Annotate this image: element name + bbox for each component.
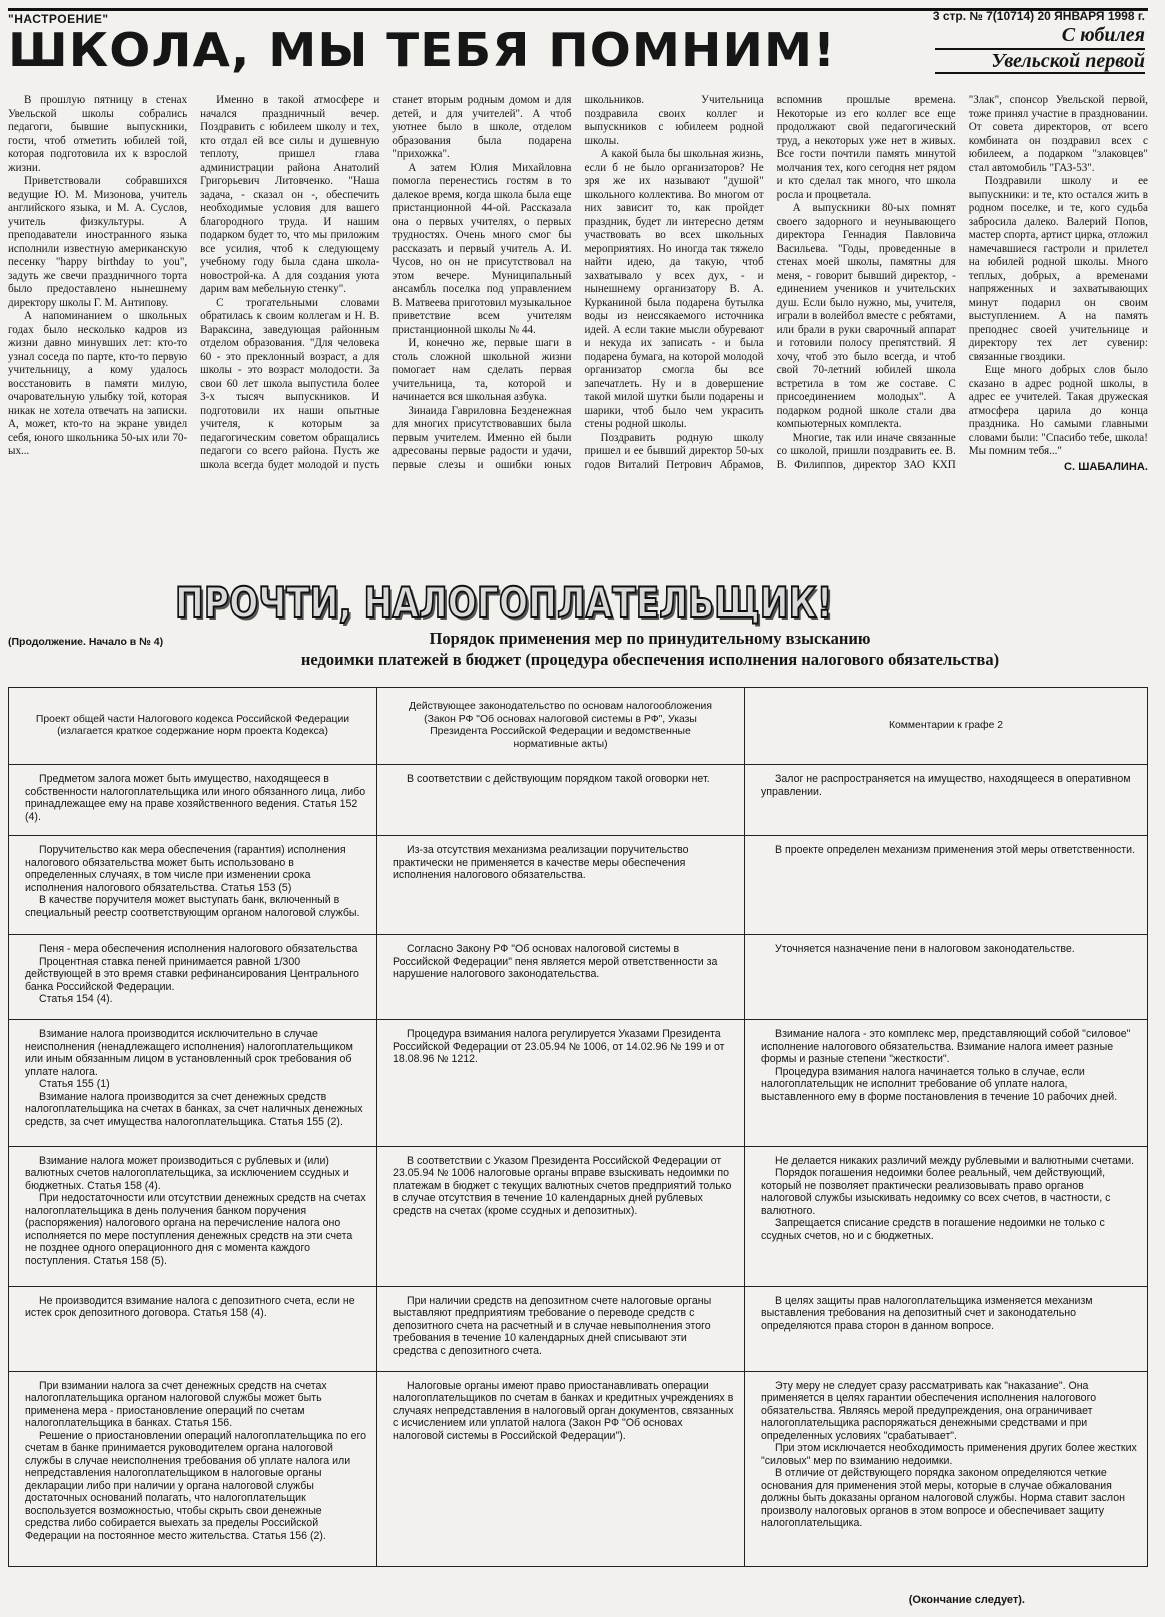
article-paragraph: А какой была бы школьная жизнь, если б не было организаторов? Не зря же их называют "душой" школьного коллектива. Во многом от них зависит то, как пройдет праздник, будет ли интересно детям участвовать во всех школьных мероприятиях. Но иногда так тяжело найти идею, да такую, чтоб захватывало у всех дух, - и нынешнему организатору В. А. Курканиной была подарена бутылка воды из неиссякаемого источника идей. А если такие мысли обуревают и некуда их записать - и была подарена бумага, на которой молодой организатор смогла бы все запечатлеть. Ну и в довершение такой милой шутки были подарены и шарики, чтоб было чем украсить стены родной школы. bbox=[584, 148, 764, 430]
cell-paragraph: В соответствии с Указом Президента Российской Федерации от 23.05.94 № 1006 налоговые органы вправе взыскивать недоимки по платежам в бюджет с текущих валютных счетов предприятий только в случае отсутствия в течение 10 календарных дней рублевых средств на счетах (кроме ссудных и депозитных). bbox=[393, 1154, 732, 1217]
table-row bbox=[9, 1286, 1148, 1371]
paper-name: "НАСТРОЕНИЕ" bbox=[8, 12, 109, 26]
jubilee-rubric bbox=[935, 24, 1145, 74]
table-row bbox=[9, 1020, 1148, 1146]
article-paragraph: И, конечно же, первые шаги в столь сложной школьной жизни помогает нам сделать первая учительница, та, которой и начинается вся школьная азбука. bbox=[392, 337, 572, 403]
cell-paragraph: Пеня - мера обеспечения исполнения налогового обязательства bbox=[39, 943, 358, 956]
cell-paragraph: Из-за отсутствия механизма реализации поручительство практически не применяется в качестве меры обеспечения исполнения налогового обязательства. bbox=[393, 844, 689, 882]
cell-paragraph: Залог не распространяется на имущество, находящееся в оперативном управлении. bbox=[761, 773, 1131, 798]
table-subtitle bbox=[150, 628, 1150, 670]
table-cell-c1 bbox=[9, 1371, 377, 1566]
cell-paragraph: При взимании налога за счет денежных средств на счетах налогоплательщика органом налоговой службы может быть применена мера - приостановление операций по счетам налогоплательщика в банках. Статья 156. bbox=[25, 1379, 327, 1430]
cell-paragraph: Порядок погашения недоимки более реальный, чем действующий, который не позволяет практически реализовывать право органов налоговой службы изыскивать недоимку со всех счетов, в частности, с валютного. bbox=[761, 1167, 1111, 1217]
table-cell-c2 bbox=[377, 1286, 745, 1371]
table-cell-c2 bbox=[377, 1371, 745, 1566]
cell-paragraph: Не делается никаких различий между рублевыми и валютными счетами. bbox=[775, 1154, 1135, 1167]
table-cell-c1 bbox=[9, 836, 377, 935]
article-paragraph: Приветствовали собравшихся ведущие Ю. М. Мизонова, учитель английского языка, и М. А. Суслов, учитель физкультуры. А преподаватели иностранного языка исполнили известную американскую песенку "happy birthday to you", задуть же свечи праздничного торта было предоставлено нынешнему директору школы Г. М. Антипову. bbox=[8, 175, 188, 309]
column-header-current-law: Действующее законодательство по основам налогообложения (Закон РФ "Об основах налоговой системы в РФ", Указы Президента Российской Федерации и ведомственные нормативные акты) bbox=[377, 688, 745, 765]
cell-paragraph: Процедура взимания налога регулируется Указами Президента Российской Федерации от 23.05.94 № 1006, от 14.02.96 № 199 и от 18.08.96 № 1212. bbox=[393, 1028, 725, 1066]
article-paragraph: Зинаида Гавриловна Безденежная для многих присутствовавших была первым учителем. Именно ей были адресованы первые радости и удачи, первые слезы и ошибки юных школьников. Учительница поздравила своих коллег и выпускников с юбилеем родной школы. bbox=[392, 94, 764, 471]
section-title: ПРОЧТИ, НАЛОГОПЛАТЕЛЬЩИК! bbox=[175, 578, 833, 627]
cell-paragraph: В целях защиты прав налогоплательщика изменяется механизм выставления требования на депозитный счет и законодательно определяются права сторон в данном вопросе. bbox=[761, 1294, 1093, 1332]
cell-paragraph: Налоговые органы имеют право приостанавливать операции налогоплательщиков по счетам в банках и кредитных учреждениях в случаях непредставления в налоговый орган документов, связанных с исчислением или уплатой налога (Закон РФ "Об основах налоговой системы в Российской Федерации"). bbox=[393, 1379, 734, 1442]
cell-paragraph: В проекте определен механизм применения этой меры ответственности. bbox=[775, 844, 1136, 857]
table-row bbox=[9, 765, 1148, 836]
column-header-project: Проект общей части Налогового кодекса Российской Федерации (излагается краткое содержание норм проекта Кодекса) bbox=[9, 688, 377, 765]
article-paragraph: Поздравить родную школу пришел и ее бывший директор 50-ых годов Виталий Петрович Абрамов, вспомнив прошлые времена. Некоторые из его коллег все еще продолжают свой педагогический труд, а некоторых уже нет в живых. Все гости почтили память минутой молчания тех, кого сегодня нет рядом и кто сделал так много, что школа росла и процветала. bbox=[584, 94, 956, 471]
article-paragraph: В прошлую пятницу в стенах Увельской школы собрались педагоги, бывшие выпускники, гости, чтоб отметить юбилей той, которая подготовила их к взрослой жизни. bbox=[8, 94, 188, 174]
table-cell-c3 bbox=[745, 765, 1148, 836]
cell-paragraph: В качестве поручителя может выступать банк, включенный в специальный реестр соответствующим органом налоговой службы. bbox=[25, 894, 360, 919]
author-signature: С. ШАБАЛИНА. bbox=[1064, 460, 1148, 473]
cell-paragraph: Предметом залога может быть имущество, находящееся в собственности налогоплательщика или иного обязанного лица, либо принадлежащее ему на праве хозяйственного ведения. Статья 152 (4). bbox=[25, 773, 366, 823]
article-paragraph: А выпускники 80-ых помнят своего задорного и неунывающего директора Геннадия Павловича Васильева. "Годы, проведенные в стенах моей школы, памятны для меня, - говорит бывший директор, - единением учеников и учительских душ. Если было нужно, мы, учителя, играли в волейбол вместе с ребятами, или брали в руки сварочный аппарат и готовили полосу препятствий. Я хочу, чтоб это было всегда, и чтоб свой 70-летний юбилей школа встретила в том же составе. С присоединением молодых". А подарком родной школе стали два компьютерных комплекта. bbox=[776, 202, 956, 430]
table-row bbox=[9, 1146, 1148, 1286]
table-cell-c1 bbox=[9, 765, 377, 836]
table-header-row bbox=[9, 688, 1148, 765]
table-cell-c2 bbox=[377, 1020, 745, 1146]
cell-paragraph: В отличие от действующего порядка законом определяются четкие основания для применения этой меры, которые в случае обжалования должны быть доказаны органом налоговой службы. Норма ставит заслон произволу налоговых органов в этом вопросе и обеспечивает защиту налогоплательщика. bbox=[761, 1467, 1125, 1530]
table-cell-c2 bbox=[377, 935, 745, 1020]
table-row bbox=[9, 836, 1148, 935]
cell-paragraph: Решение о приостановлении операций налогоплательщика по его счетам в банке принимается руководителем органа налоговой службы в случае неисполнения требования об уплате налога или непредставления налогоплательщиком в налоговые органы декларации либо при наличии у органа налоговой службы достаточных оснований полагать, что налогоплательщик воспользуется возможностью, чтобы скрыть свои денежные средства либо собирается выехать за пределы Российской Федерации на постоянное место жительства. Статья 156 (2). bbox=[25, 1429, 366, 1542]
jubilee-line-1: С юбилея bbox=[1061, 24, 1145, 46]
article-paragraph: С трогательными словами обратилась к своим коллегам и Н. В. Вараксина, заведующая районным отделом образования. "Для человека 60 - это преклонный возраст, а для школы - это возраст молодости. За свои 60 лет школа выпустила более 3-х тысяч выпускников. И подготовили их наши опытные учителя, к которым за педагогическим советом обращались педагоги со всего района. Пусть же школа всегда будет молодой и пусть станет вторым родным домом и для детей, и для учителей". А чтоб уютнее было в школе, отделом образования была подарена "прихожка". bbox=[200, 94, 572, 471]
table-row bbox=[9, 935, 1148, 1020]
article-paragraph: Многие, так или иначе связанные со школой, пришли поздравить ее. В. В. Филиппов, директор ЗАО КХП "Злак", спонсор Увельской первой, тоже принял участие в праздновании. От совета директоров, от всего комбината он поздравил всех с юбилеем, а подарком "злаковцев" стал автомобиль "ГАЗ-53". bbox=[776, 94, 1148, 471]
article-title: ШКОЛА, МЫ ТЕБЯ ПОМНИМ! bbox=[8, 23, 837, 77]
column-header-comments: Комментарии к графе 2 bbox=[745, 688, 1148, 765]
table-cell-c1 bbox=[9, 1020, 377, 1146]
cell-paragraph: Взимание налога производится исключительно в случае неисполнения (ненадлежащего исполнения) налогоплательщиком или иным обязанным лицом в установленный срок требования об уплате налога. bbox=[25, 1028, 353, 1078]
cell-paragraph: Запрещается списание средств в погашение недоимки не только с ссудных счетов, но и с бюджетных. bbox=[761, 1217, 1105, 1242]
cell-paragraph: При наличии средств на депозитном счете налоговые органы выставляют предприятиям требование о переводе средств с депозитного счета на расчетный и в случае невыполнения этого требования в течение 10 календарных дней списывают эти средства с депозитного счета. bbox=[393, 1294, 712, 1357]
end-note: (Окончание следует). bbox=[908, 1594, 1025, 1606]
cell-paragraph: Взимание налога может производиться с рублевых и (или) валютных счетов налогоплательщика, за исключением ссудных и бюджетных. Статья 158 (4). bbox=[25, 1154, 349, 1192]
table-cell-c3 bbox=[745, 935, 1148, 1020]
cell-paragraph: Процедура взимания налога начинается только в случае, если налогоплательщик не исполнит требование об уплате налога, выставленного ему в форме постановления в течение 10 рабочих дней. bbox=[761, 1065, 1118, 1103]
cell-paragraph: Процентная ставка пеней принимается равной 1/300 действующей в это время ставки рефинансирования Центрального банка Российской Федерации. bbox=[25, 955, 359, 993]
cell-paragraph: Поручительство как мера обеспечения (гарантия) исполнения налогового обязательства может быть использовано в определенных случаях, в том числе при изменении срока исполнения налогового обязательства. Статья 153 (5) bbox=[25, 844, 346, 894]
cell-paragraph: Статья 155 (1) bbox=[39, 1078, 110, 1091]
subtitle-line-1: Порядок применения мер по принудительному взысканию bbox=[429, 629, 871, 648]
table-cell-c1 bbox=[9, 1286, 377, 1371]
cell-paragraph: Уточняется назначение пени в налоговом законодательстве. bbox=[775, 943, 1075, 956]
article-paragraph: Поздравили школу и ее выпускники: и те, кто остался жить в родном поселке, и те, кого судьба забросила далеко. Валерий Попов, мастер спорта, артист цирка, отложил намечавшиеся гастроли и прилетел на юбилей родной школы. Много теплых, добрых, а временами напряженных и захватывающих минут подарил он своим выступлением. А на память преподнес своей учительнице и директору тех лет сувенир: связанные гвоздики. bbox=[968, 175, 1148, 363]
table-cell-c2 bbox=[377, 836, 745, 935]
cell-paragraph: При этом исключается необходимость применения других более жестких "силовых" мер по взиманию недоимки. bbox=[761, 1442, 1137, 1467]
article-paragraph: А затем Юлия Михайловна помогла перенестись гостям в то далекое время, когда школа была еще пристанционной 44-ой. Рассказала она о первых учителях, о первых трудностях. Очень много смог бы рассказать и первый учитель А. И. Чусов, но он не присутствовал на этом вечере. Муниципальный ансамбль поселка под управлением В. Матвеева приготовил музыкальное приветствие всем учителям пристанционной школы № 44. bbox=[392, 161, 572, 336]
table-cell-c3 bbox=[745, 1020, 1148, 1146]
table-cell-c1 bbox=[9, 935, 377, 1020]
article-paragraph: А напоминанием о школьных годах было несколько кадров из жизни давно минувших лет: кто-то узнал соседа по парте, кто-то первую учительницу, а кому удалось восстановить в памяти милую, очаровательную улыбку той, которая никак не хотела отвечать на записки. А, может, кто-то на экране увидел себя, юного школьника 50-ых или 70-ых... bbox=[8, 310, 188, 457]
table-cell-c3 bbox=[745, 1146, 1148, 1286]
cell-paragraph: При недостаточности или отсутствии денежных средств на счетах налогоплательщика в день получения банком поручения (распоряжения) налогового органа на перечисление налога оно исполняется по мере поступления денежных средств на эти счета не позднее одного операционного дня с момента каждого поступления. Статья 158 (5). bbox=[25, 1192, 366, 1267]
table-row bbox=[9, 1371, 1148, 1566]
comparison-table bbox=[8, 687, 1148, 1567]
cell-paragraph: Не производится взимание налога с депозитного счета, если не истек срок депозитного договора. Статья 158 (4). bbox=[25, 1294, 355, 1320]
article-paragraph: Именно в такой атмосфере и начался праздничный вечер. Поздравить с юбилеем школу и тех, кто отдал ей все силы и душевную теплоту, пришел глава администрации района Анатолий Григорьевич Литовченко. "Наша задача, - сказал он -, обеспечить необходимые условия для вашего благородного труда. И нашим подарком будет то, что мы приложим все усилия, чтоб к следующему учебному году была сдана школа-новострой-ка. А для создания уюта дарим вам мебельную стенку". bbox=[200, 94, 380, 295]
subtitle-line-2: недоимки платежей в бюджет (процедура обеспечения исполнения налогового обязательства) bbox=[300, 650, 1000, 669]
cell-paragraph: Согласно Закону РФ "Об основах налоговой системы в Российской Федерации" пеня является мерой ответственности за нарушение налогового законодательства. bbox=[393, 943, 718, 981]
cell-paragraph: Статья 154 (4). bbox=[39, 993, 113, 1006]
article-body bbox=[8, 94, 1148, 572]
continuation-note: (Продолжение. Начало в № 4) bbox=[8, 636, 164, 648]
cell-paragraph: Эту меру не следует сразу рассматривать как "наказание". Она применяется в целях гарантии обеспечения исполнения налогового обязательства. Являясь мерой предупреждения, она ограничивает налогоплательщика распоряжаться денежными средствами и при определенных условиях "срабатывает". bbox=[761, 1379, 1097, 1442]
table-cell-c3 bbox=[745, 1371, 1148, 1566]
jubilee-line-2: Увельской первой bbox=[935, 48, 1145, 74]
issue-info: 3 стр. № 7(10714) 20 ЯНВАРЯ 1998 г. bbox=[932, 9, 1145, 23]
cell-paragraph: Взимание налога - это комплекс мер, представляющий собой "силовое" исполнение налогового обязательства. Взимание налога имеет разные формы и разные степени "жесткости". bbox=[761, 1028, 1131, 1066]
cell-paragraph: Взимание налога производится за счет денежных средств налогоплательщика на счетах в банках, за счет наличных денежных средств, за счет имущества налогоплательщика. Статья 155 (2). bbox=[25, 1090, 363, 1128]
table-cell-c1 bbox=[9, 1146, 377, 1286]
article-paragraph: Еще много добрых слов было сказано в адрес родной школы, в адрес ее учителей. Такая дружеская атмосфера царила до конца праздника. Но самыми главными словами были: "Спасибо тебе, школа! Мы помним тебя..." bbox=[968, 364, 1148, 457]
table-cell-c2 bbox=[377, 765, 745, 836]
cell-paragraph: В соответствии с действующим порядком такой оговорки нет. bbox=[407, 773, 710, 785]
table-cell-c3 bbox=[745, 836, 1148, 935]
table-cell-c3 bbox=[745, 1286, 1148, 1371]
table-cell-c2 bbox=[377, 1146, 745, 1286]
